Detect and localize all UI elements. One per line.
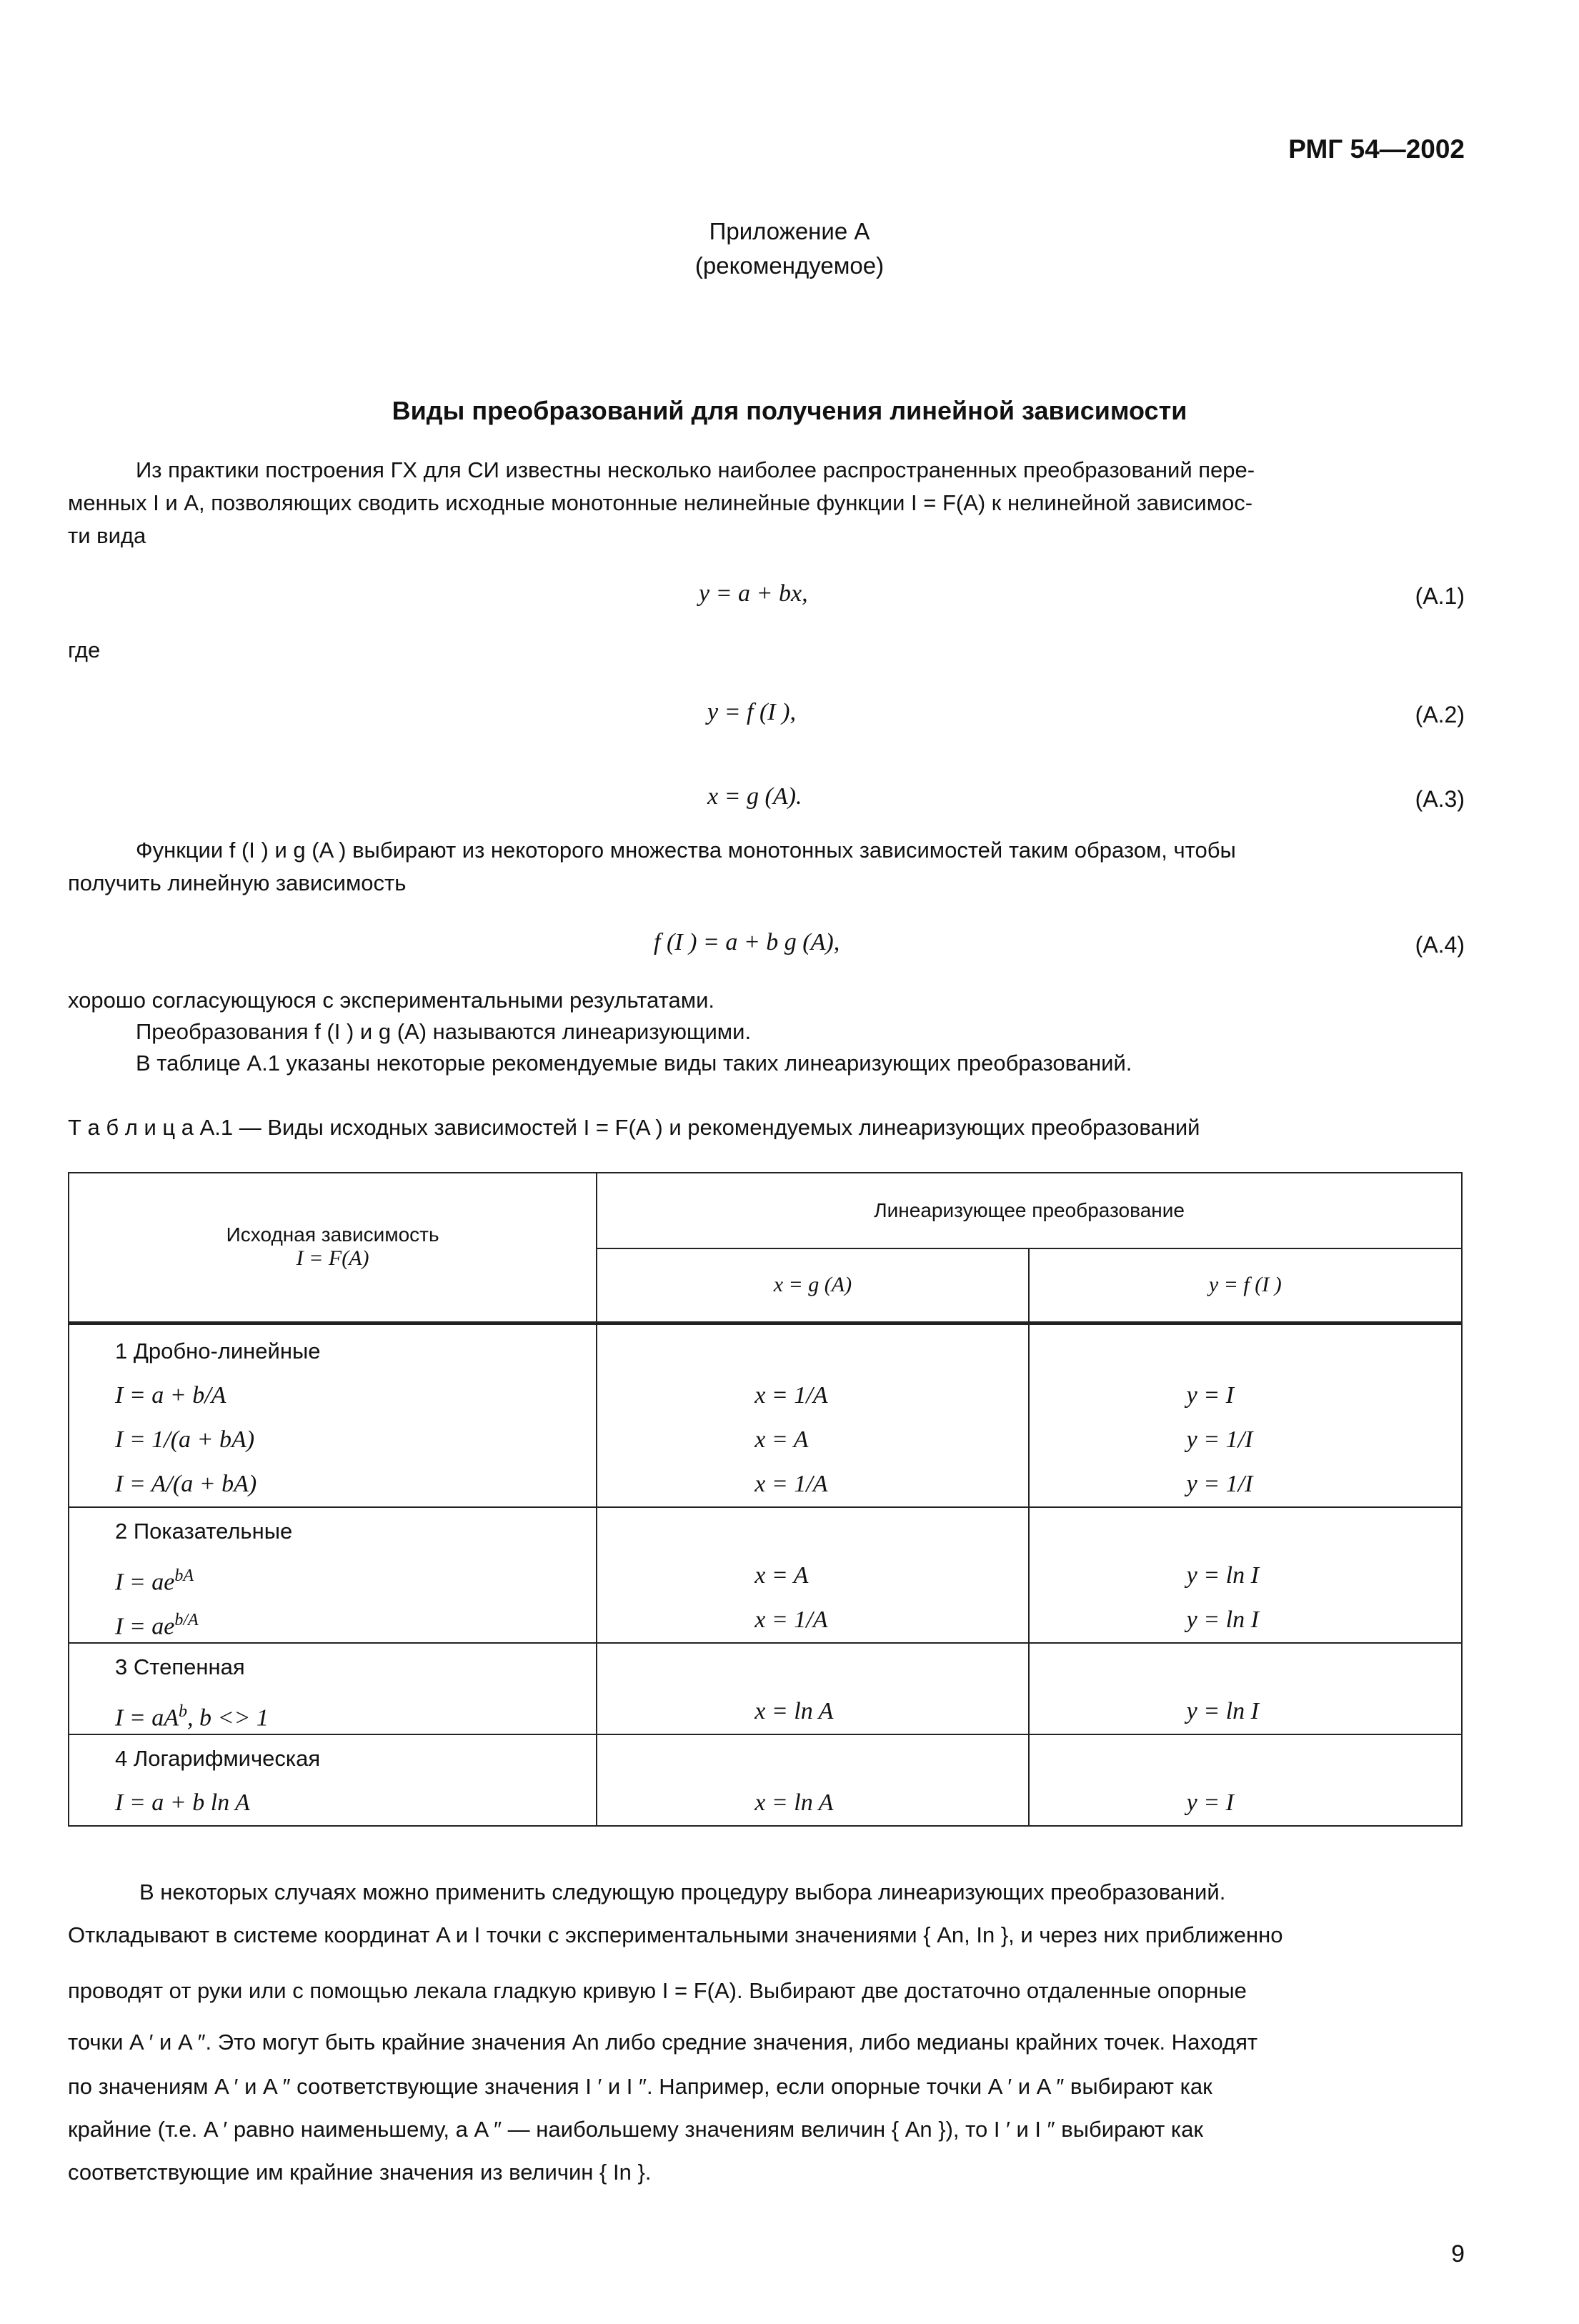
table-header-row-1 bbox=[69, 1173, 1462, 1248]
equation-a1: y = a + bx, bbox=[699, 580, 808, 607]
y-transform: y = ln I bbox=[1186, 1561, 1259, 1589]
group-2-x bbox=[597, 1507, 1028, 1643]
x-transform: x = ln A bbox=[754, 1697, 834, 1724]
final-line-3: проводят от руки или с помощью лекала гладкую кривую I = F(A). Выбирают две достаточно отдаленные опорные bbox=[68, 1978, 1247, 2003]
header-transform: Линеаризующее преобразование bbox=[597, 1173, 1462, 1248]
final-line-5: по значениям A ′ и A ″ соответствующие значения I ′ и I ″. Например, если опорные точки A ′ и A ″ выбирают как bbox=[68, 2074, 1212, 2099]
y-transform: y = ln I bbox=[1186, 1697, 1259, 1724]
dependency-formula: I = 1/(a + bA) bbox=[115, 1426, 255, 1453]
document-code: РМГ 54—2002 bbox=[1288, 134, 1465, 164]
x-transform: x = ln A bbox=[754, 1789, 834, 1816]
appendix-title: Приложение А bbox=[709, 218, 870, 244]
header-y: y = f (I ) bbox=[1029, 1248, 1462, 1323]
equation-a3: x = g (A). bbox=[707, 783, 802, 810]
final-line-6: крайние (т.е. A ′ равно наименьшему, а A ″ — наибольшему значениям величин { An }), то I ′ и I ″ выбирают как bbox=[68, 2117, 1203, 2142]
x-transform: x = A bbox=[754, 1561, 809, 1589]
x-transform: x = 1/A bbox=[754, 1606, 828, 1633]
table-a1 bbox=[68, 1172, 1463, 1827]
intro-line-3: ти вида bbox=[68, 523, 146, 548]
intro-line-2: менных I и A, позволяющих сводить исходные монотонные нелинейные функции I = F(A) к нелинейной зависимос- bbox=[68, 490, 1253, 515]
page-number: 9 bbox=[1451, 2240, 1465, 2268]
x-transform: x = A bbox=[754, 1426, 809, 1453]
x-transform: x = 1/A bbox=[754, 1381, 828, 1409]
y-transform: y = I bbox=[1186, 1381, 1234, 1409]
group-2-left bbox=[69, 1507, 597, 1643]
dependency-formula: I = A/(a + bA) bbox=[115, 1470, 257, 1497]
dependency-formula: I = a + b ln A bbox=[115, 1789, 250, 1816]
y-transform: y = I bbox=[1186, 1789, 1234, 1816]
table-group-3 bbox=[69, 1643, 1462, 1734]
after-eq4-line-2: Преобразования f (I ) и g (A) называются линеаризующими. bbox=[136, 1019, 752, 1044]
group-3-y bbox=[1029, 1643, 1462, 1734]
group-3-left bbox=[69, 1643, 597, 1734]
appendix-heading bbox=[0, 214, 1579, 283]
group-title: 4 Логарифмическая bbox=[115, 1745, 321, 1771]
table-group-2 bbox=[69, 1507, 1462, 1643]
final-line-4: точки A ′ и A ″. Это могут быть крайние значения An либо средние значения, либо медианы крайних точек. Находят bbox=[68, 2030, 1258, 2055]
appendix-subtitle: (рекомендуемое) bbox=[694, 252, 885, 279]
equation-a4-number: (А.4) bbox=[1415, 932, 1465, 958]
equation-a3-number: (А.3) bbox=[1415, 786, 1465, 812]
intro-line-1: Из практики построения ГХ для СИ известны несколько наиболее распространенных преобразований пере- bbox=[136, 457, 1255, 482]
group-2-y bbox=[1029, 1507, 1462, 1643]
group-4-y bbox=[1029, 1734, 1462, 1826]
group-1-y bbox=[1029, 1323, 1462, 1507]
functions-line-2: получить линейную зависимость bbox=[68, 870, 407, 895]
table-group-1 bbox=[69, 1323, 1462, 1507]
group-4-left bbox=[69, 1734, 597, 1826]
group-4-x bbox=[597, 1734, 1028, 1826]
equation-a2-number: (А.2) bbox=[1415, 702, 1465, 728]
y-transform: y = 1/I bbox=[1186, 1426, 1253, 1453]
final-line-1: В некоторых случаях можно применить следующую процедуру выбора линеаризующих преобразований. bbox=[139, 1879, 1226, 1905]
group-title: 1 Дробно-линейные bbox=[115, 1338, 321, 1364]
table-caption: Т а б л и ц а А.1 — Виды исходных зависимостей I = F(A ) и рекомендуемых линеаризующих преобразований bbox=[68, 1115, 1200, 1140]
y-transform: y = ln I bbox=[1186, 1606, 1259, 1633]
header-source: Исходная зависимость bbox=[226, 1223, 439, 1246]
functions-line-1: Функции f (I ) и g (A ) выбирают из некоторого множества монотонных зависимостей таким образом, чтобы bbox=[136, 838, 1236, 863]
header-source-cell bbox=[69, 1173, 597, 1323]
group-1-x bbox=[597, 1323, 1028, 1507]
dependency-formula: $I = ae^{b/A}$ bbox=[115, 1610, 199, 1639]
header-source-formula: I = F(A) bbox=[296, 1246, 369, 1271]
dependency-formula: I = a + b/A bbox=[115, 1381, 226, 1409]
equation-a1-number: (А.1) bbox=[1415, 583, 1465, 609]
group-3-x bbox=[597, 1643, 1028, 1734]
x-transform: x = 1/A bbox=[754, 1470, 828, 1497]
header-x: x = g (A) bbox=[597, 1248, 1028, 1323]
section-title: Виды преобразований для получения линейной зависимости bbox=[392, 396, 1187, 425]
group-title: 3 Степенная bbox=[115, 1654, 245, 1679]
dependency-formula: $I = ae^{bA}$ bbox=[115, 1566, 194, 1595]
group-1-left bbox=[69, 1323, 597, 1507]
where-label: где bbox=[68, 637, 101, 662]
y-transform: y = 1/I bbox=[1186, 1470, 1253, 1497]
after-eq4-line-1: хорошо согласующуюся с экспериментальными результатами. bbox=[68, 988, 715, 1013]
dependency-formula: $I = aA^b$, b <> 1 bbox=[115, 1702, 269, 1731]
after-eq4-line-3: В таблице А.1 указаны некоторые рекомендуемые виды таких линеаризующих преобразований. bbox=[136, 1051, 1132, 1076]
equation-a4: f (I ) = a + b g (A), bbox=[654, 929, 840, 955]
table-group-4 bbox=[69, 1734, 1462, 1826]
final-line-2: Откладывают в системе координат A и I точки с экспериментальными значениями { An, In }, и через них приближенно bbox=[68, 1922, 1283, 1947]
group-title: 2 Показательные bbox=[115, 1518, 293, 1544]
final-line-7: соответствующие им крайние значения из величин { In }. bbox=[68, 2160, 652, 2185]
equation-a2: y = f (I ), bbox=[707, 699, 796, 725]
